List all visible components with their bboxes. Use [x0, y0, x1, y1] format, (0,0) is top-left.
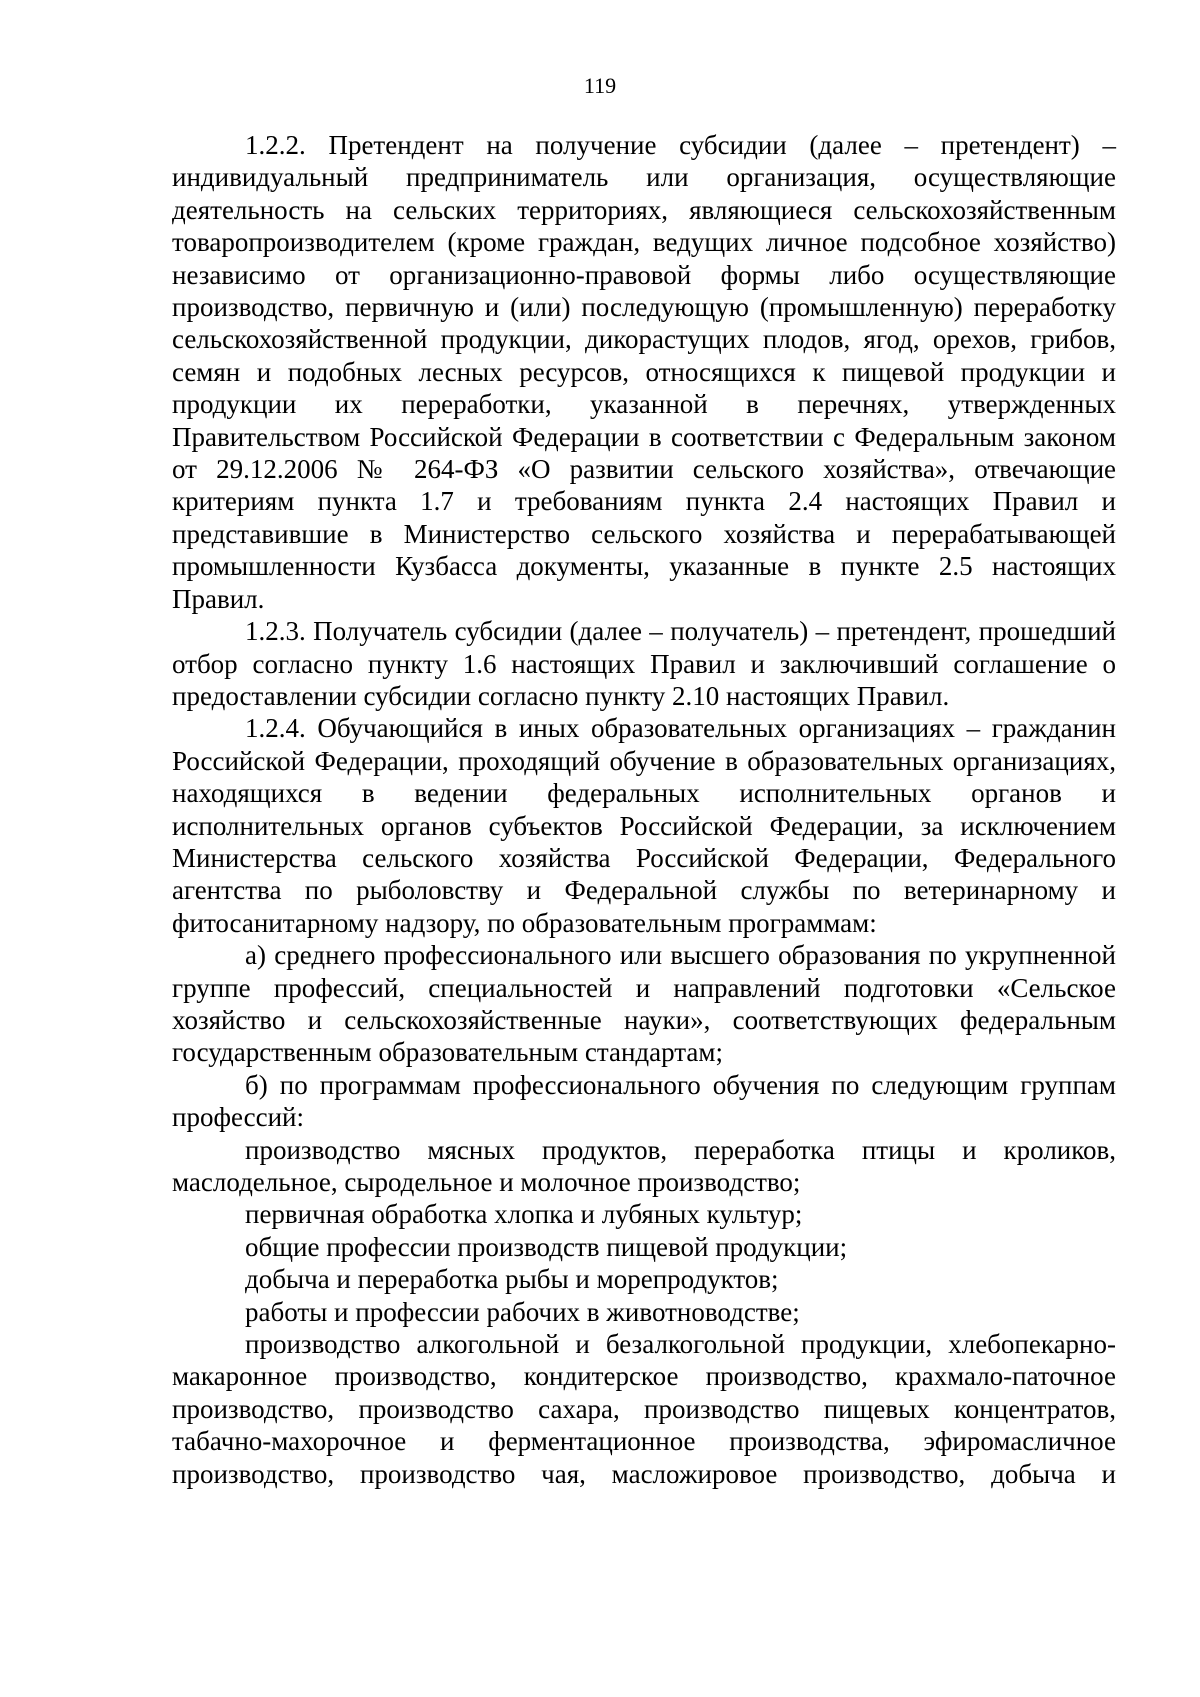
list-item-b: б) по программам профессионального обучения по следующим группам профессий: [172, 1069, 1116, 1133]
profession-group-beverages-food: производство алкогольной и безалкогольной продукции, хлебопекарно-макаронное производство, кондитерское производство, крахмало-паточное производство, производство сахара, производство пищевых концентратов, табачно-махорочное и ферментационное производства, эфиромасличное производство, производство чая, масложировое производство, добыча и [172, 1329, 1116, 1489]
document-body [172, 129, 1116, 1490]
profession-group-cotton: первичная обработка хлопка и лубяных культур; [245, 1199, 803, 1230]
profession-group-livestock: работы и профессии рабочих в животноводстве; [245, 1296, 800, 1327]
paragraph-1-2-3: 1.2.3. Получатель субсидии (далее – получатель) – претендент, прошедший отбор согласно пункту 1.6 настоящих Правил и заключивший соглашение о предоставлении субсидии согласно пункту 2.10 настоящих Правил. [172, 616, 1116, 711]
page-number: 119 [583, 73, 617, 98]
paragraph-1-2-2: 1.2.2. Претендент на получение субсидии (далее – претендент) – индивидуальный предприниматель или организация, осуществляющие деятельность на сельских территориях, являющиеся сельскохозяйственным товаропроизводителем (кроме граждан, ведущих личное подсобное хозяйство) независимо от организационно-правовой формы либо осуществляющие производство, первичную и (или) последующую (промышленную) переработку сельскохозяйственной продукции, дикорастущих плодов, ягод, орехов, грибов, семян и подобных лесных ресурсов, относящихся к пищевой продукции и продукции их переработки, указанной в перечнях, утвержденных Правительством Российской Федерации в соответствии с Федеральным законом от 29.12.2006 № 264-ФЗ «О развитии сельского хозяйства», отвечающие критериям пункта 1.7 и требованиям пункта 2.4 настоящих Правил и представившие в Министерство сельского хозяйства и перерабатывающей промышленности Кузбасса документы, указанные в пункте 2.5 настоящих Правил. [172, 130, 1116, 614]
profession-group-fish: добыча и переработка рыбы и морепродуктов; [245, 1264, 779, 1295]
paragraph-1-2-4: 1.2.4. Обучающийся в иных образовательных организациях – гражданин Российской Федерации, проходящий обучение в образовательных организациях, находящихся в ведении федеральных исполнительных органов и исполнительных органов субъектов Российской Федерации, за исключением Министерства сельского хозяйства Российской Федерации, Федерального агентства по рыболовству и Федеральной службы по ветеринарному и фитосанитарному надзору, по образовательным программам: [172, 713, 1116, 938]
profession-group-meat-dairy: производство мясных продуктов, переработка птицы и кроликов, маслодельное, сыродельное и молочное производство; [172, 1134, 1116, 1197]
list-item-a: а) среднего профессионального или высшего образования по укрупненной группе профессий, специальностей и направлений подготовки «Сельское хозяйство и сельскохозяйственные науки», соответствующих федеральным государственным образовательным стандартам; [172, 940, 1116, 1068]
profession-group-food-general: общие профессии производств пищевой продукции; [245, 1231, 848, 1262]
